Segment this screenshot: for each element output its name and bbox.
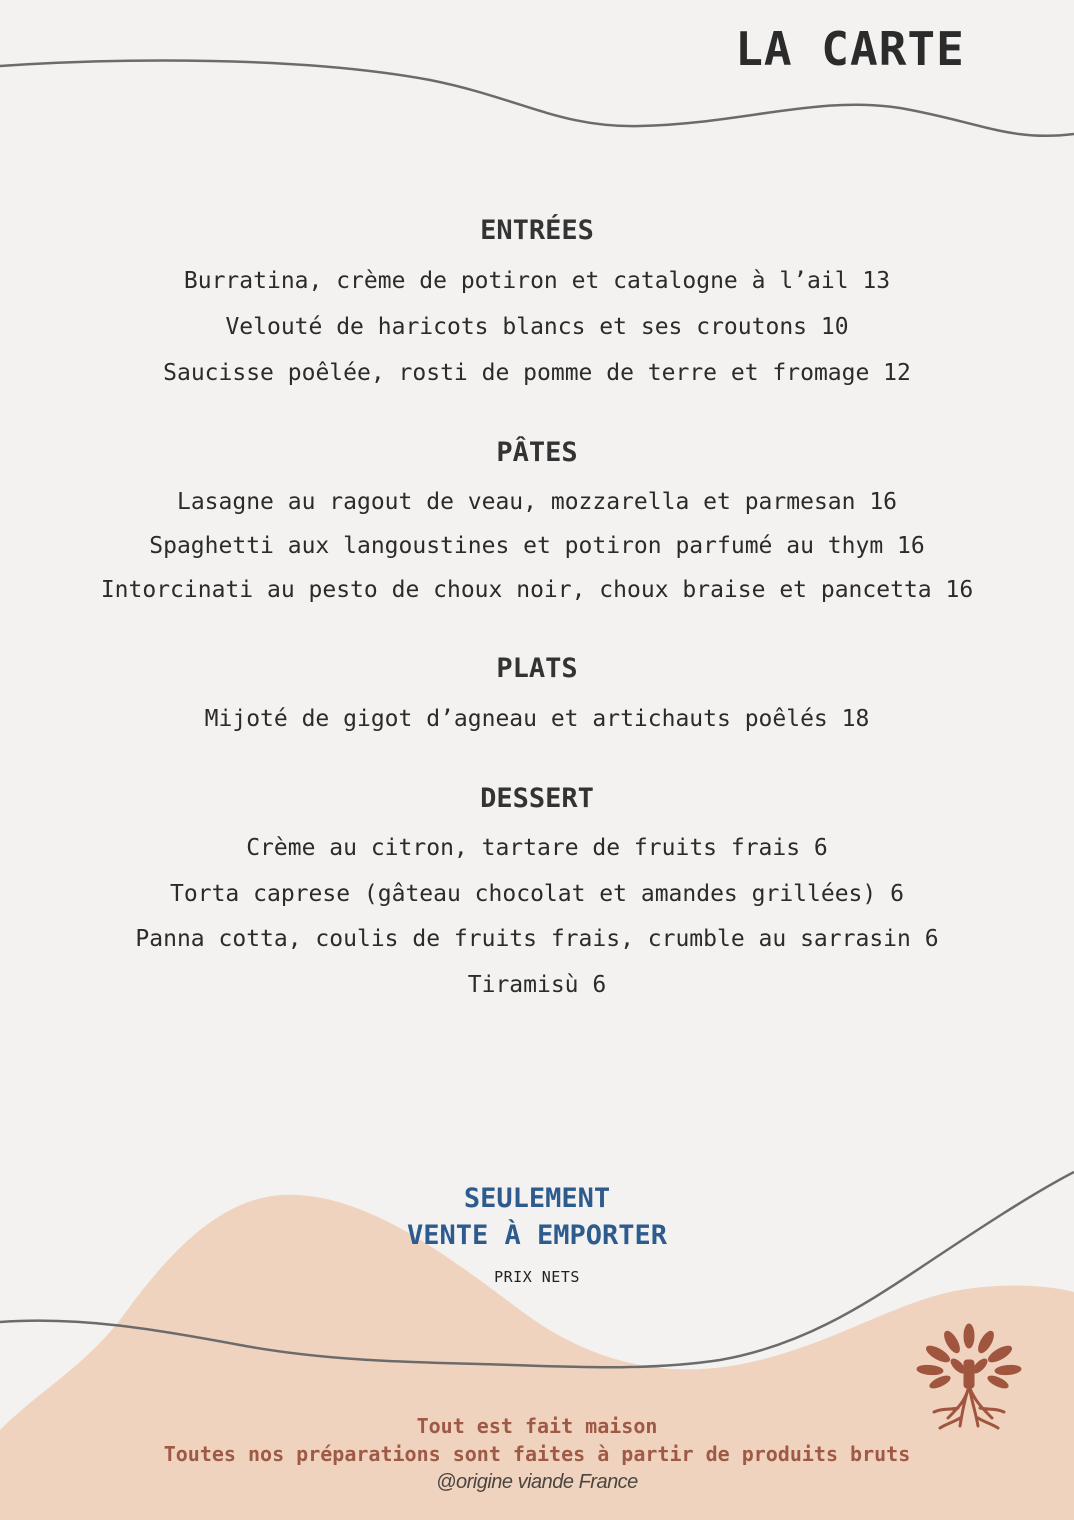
takeaway-notice: [0, 1180, 1074, 1286]
menu-item: Spaghetti aux langoustines et potiron parfumé au thym 16: [149, 533, 925, 559]
menu-item: Crème au citron, tartare de fruits frais 6: [246, 835, 828, 861]
meat-origin-note: @origine viande France: [436, 1471, 638, 1493]
section-entrees: [0, 212, 1074, 396]
section-plats: [0, 650, 1074, 742]
net-prices-label: PRIX NETS: [494, 1268, 580, 1286]
menu-item: Tiramisù 6: [467, 971, 607, 998]
menu-item: Panna cotta, coulis de fruits frais, crumble au sarrasin 6: [135, 926, 939, 952]
section-heading: PLATS: [496, 653, 578, 684]
section-heading: PÂTES: [496, 437, 578, 468]
menu-item: Mijoté de gigot d’agneau et artichauts poêlés 18: [204, 706, 870, 732]
menu-item: Velouté de haricots blancs et ses croutons 10: [225, 314, 849, 340]
menu-item: Torta caprese (gâteau chocolat et amandes grillées) 6: [170, 880, 904, 907]
raw-products-label: Toutes nos préparations sont faites à partir de produits bruts: [163, 1442, 911, 1466]
menu-list: [0, 212, 1074, 1046]
tree-roots-logo-icon: [900, 1322, 1040, 1432]
section-heading: DESSERT: [480, 783, 594, 814]
section-heading: ENTRÉES: [480, 215, 594, 246]
section-dessert: [0, 780, 1074, 1008]
section-pates: [0, 434, 1074, 612]
menu-item: Lasagne au ragout de veau, mozzarella et parmesan 16: [176, 489, 898, 515]
menu-item: Saucisse poêlée, rosti de pomme de terre et fromage 12: [163, 360, 911, 386]
menu-item: Intorcinati au pesto de choux noir, choux braise et pancetta 16: [100, 577, 974, 603]
menu-item: Burratina, crème de potiron et catalogne à l’ail 13: [183, 268, 891, 294]
promo-line-1: SEULEMENT: [463, 1183, 611, 1214]
promo-line-2: VENTE À EMPORTER: [406, 1220, 668, 1251]
page-title: LA CARTE: [735, 22, 965, 76]
homemade-label: Tout est fait maison: [416, 1414, 658, 1438]
